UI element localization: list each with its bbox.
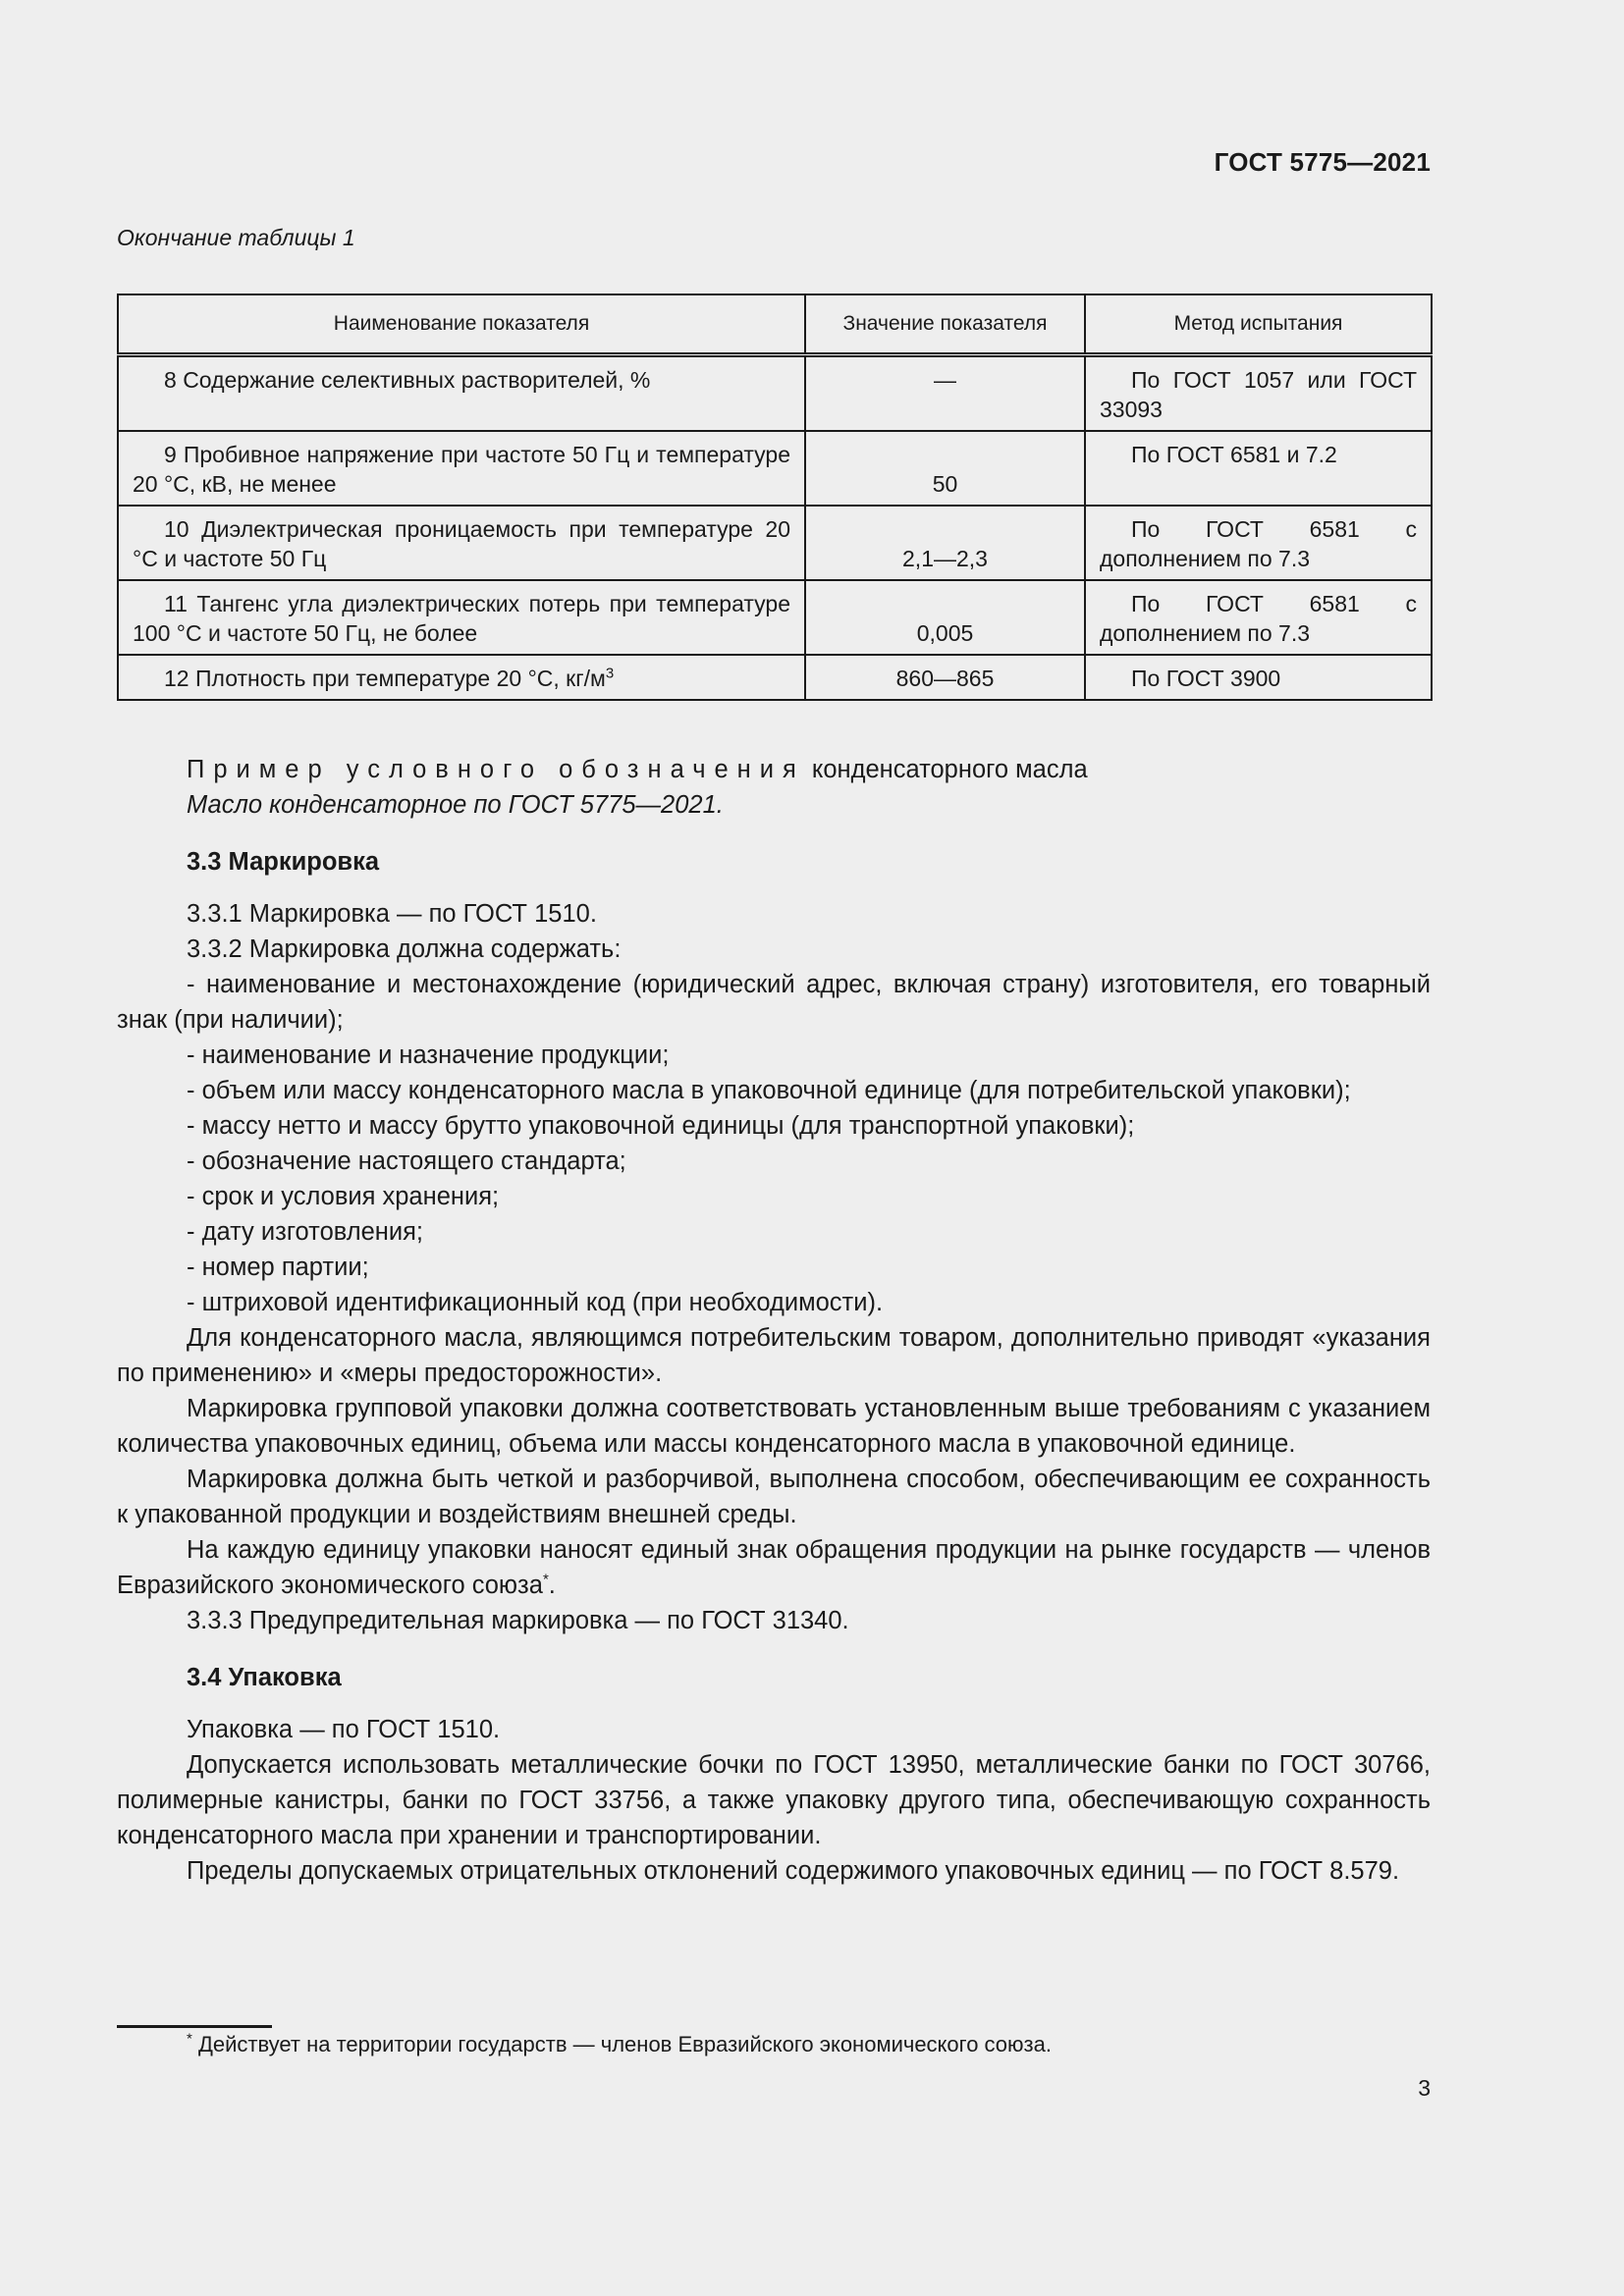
table-row	[118, 506, 1432, 580]
indicator-value: 860—865	[805, 655, 1085, 700]
test-method: По ГОСТ 6581 с дополнением по 7.3	[1100, 516, 1417, 571]
test-method: По ГОСТ 6581 с дополнением по 7.3	[1100, 591, 1417, 646]
indicator-name: Содержание селективных растворителей, %	[183, 367, 651, 393]
row-number: 8	[164, 367, 177, 393]
paragraph-eaeu-sign-text: На каждую единицу упаковки наносят единый знак обращения продукции на рынке государств — членов Евразийского экономического союза	[117, 1536, 1431, 1599]
indicator-name: Диэлектрическая проницаемость при температуре 20 °С и частоте 50 Гц	[133, 516, 790, 571]
test-method: По ГОСТ 6581 и 7.2	[1131, 442, 1337, 467]
indicator-name-cell	[118, 655, 805, 700]
indicator-value: —	[805, 355, 1085, 432]
document-body	[117, 752, 1431, 1889]
paragraph-group-packaging: Маркировка групповой упаковки должна соответствовать установленным выше требованиям с указанием количества упаковочных единиц, объема или массы конденсаторного масла в упаковочной единице.	[117, 1395, 1431, 1458]
row-number: 12	[164, 666, 189, 691]
list-item: - штриховой идентификационный код (при необходимости).	[187, 1289, 884, 1316]
example-text: Масло конденсаторное по ГОСТ 5775—2021.	[187, 791, 724, 819]
test-method-cell	[1085, 355, 1432, 432]
table-header-row	[118, 294, 1432, 355]
section-heading-marking: 3.3 Маркировка	[187, 848, 380, 876]
page-number: 3	[1418, 2075, 1431, 2101]
footnote-text: Действует на территории государств — членов Евразийского экономического союза.	[191, 2032, 1052, 2056]
row-number: 10	[164, 516, 189, 542]
indicator-value: 2,1—2,3	[805, 506, 1085, 580]
clause-3-3-3: 3.3.3 Предупредительная маркировка — по ГОСТ 31340.	[187, 1607, 849, 1634]
indicator-name-cell	[118, 431, 805, 506]
list-item: - наименование и местонахождение (юридический адрес, включая страну) изготовителя, его товарный знак (при наличии);	[117, 971, 1431, 1034]
test-method: По ГОСТ 1057 или ГОСТ 33093	[1100, 367, 1417, 422]
footnote-separator	[117, 2025, 272, 2028]
packaging-paragraph: Пределы допускаемых отрицательных отклонений содержимого упаковочных единиц — по ГОСТ 8.579.	[187, 1857, 1400, 1885]
column-header: Наименование показателя	[118, 294, 805, 355]
column-header: Метод испытания	[1085, 294, 1432, 355]
packaging-paragraph: Упаковка — по ГОСТ 1510.	[187, 1716, 501, 1743]
test-method-cell	[1085, 431, 1432, 506]
row-number: 11	[164, 591, 188, 616]
indicator-value: 50	[805, 431, 1085, 506]
table-row	[118, 431, 1432, 506]
row-number: 9	[164, 442, 177, 467]
indicator-name: Тангенс угла диэлектрических потерь при температуре 100 °С и частоте 50 Гц, не более	[133, 591, 791, 646]
footnote	[187, 2032, 1052, 2057]
packaging-paragraph: Допускается использовать металлические бочки по ГОСТ 13950, металлические банки по ГОСТ 30766, полимерные канистры, банки по ГОСТ 33756, а также упаковку другого типа, обеспечивающую сохранность конденсаторного масла при хранении и транспортировании.	[117, 1751, 1431, 1849]
paragraph-eaeu-sign-end: .	[548, 1572, 556, 1599]
indicator-name-cell	[118, 506, 805, 580]
document-code: ГОСТ 5775—2021	[1214, 147, 1431, 177]
indicator-value: 0,005	[805, 580, 1085, 655]
clause-3-3-1: 3.3.1 Маркировка — по ГОСТ 1510.	[187, 900, 597, 928]
list-item: - дату изготовления;	[187, 1218, 423, 1246]
paragraph-consumer-goods: Для конденсаторного масла, являющимся потребительским товаром, дополнительно приводят «указания по применению» и «меры предосторожности».	[117, 1324, 1431, 1387]
indicator-name: Пробивное напряжение при частоте 50 Гц и температуре 20 °С, кВ, не менее	[133, 442, 790, 497]
table-row	[118, 655, 1432, 700]
column-header: Значение показателя	[805, 294, 1085, 355]
list-item: - обозначение настоящего стандарта;	[187, 1148, 626, 1175]
paragraph-eaeu-sign	[117, 1532, 1431, 1603]
footnote-reference: *	[542, 1571, 549, 1588]
unit-superscript: 3	[605, 665, 615, 682]
example-label-rest: конденсаторного масла	[804, 756, 1088, 783]
indicator-name-cell	[118, 580, 805, 655]
section-heading-packaging: 3.4 Упаковка	[187, 1664, 342, 1691]
list-item: - срок и условия хранения;	[187, 1183, 500, 1210]
footnote-mark: *	[187, 2030, 192, 2048]
clause-3-3-2: 3.3.2 Маркировка должна содержать:	[187, 935, 622, 963]
indicator-name: Плотность при температуре 20 °С, кг/м	[194, 666, 606, 691]
example-line	[117, 752, 1431, 787]
test-method: По ГОСТ 3900	[1131, 666, 1281, 691]
list-item: - наименование и назначение продукции;	[187, 1041, 670, 1069]
example-label: Пример условного обозначения	[187, 756, 805, 783]
table-row	[118, 580, 1432, 655]
test-method-cell	[1085, 506, 1432, 580]
indicator-name-cell	[118, 355, 805, 432]
list-item: - объем или массу конденсаторного масла в упаковочной единице (для потребительской упаковки);	[187, 1077, 1351, 1104]
test-method-cell	[1085, 655, 1432, 700]
table-row	[118, 355, 1432, 432]
list-item: - номер партии;	[187, 1254, 369, 1281]
list-item: - массу нетто и массу брутто упаковочной единицы (для транспортной упаковки);	[187, 1112, 1135, 1140]
paragraph-legibility: Маркировка должна быть четкой и разборчивой, выполнена способом, обеспечивающим ее сохранность к упакованной продукции и воздействиям внешней среды.	[117, 1466, 1431, 1528]
table-caption: Окончание таблицы 1	[117, 225, 355, 250]
test-method-cell	[1085, 580, 1432, 655]
specification-table	[117, 294, 1433, 701]
